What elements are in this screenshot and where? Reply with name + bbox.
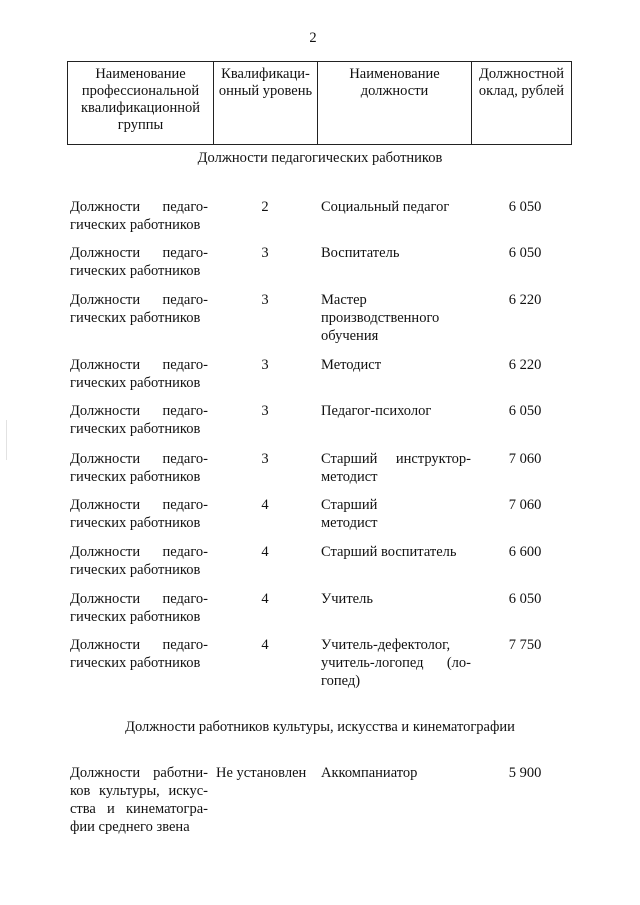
group-cell: Должности педаго- гических работников	[70, 451, 208, 485]
level-cell: 4	[261, 637, 269, 653]
salary-cell: 6 050	[508, 245, 542, 261]
group-cell: Должности педаго- гических работников	[70, 403, 208, 437]
position-cell: Мастер производственного обучения	[321, 292, 440, 344]
level-cell: 3	[261, 403, 269, 419]
position-cell: Педагог-психолог	[321, 403, 432, 419]
group-cell: Должности педаго- гических работников	[70, 544, 208, 578]
group-cell: Должности педаго- гических работников	[70, 245, 208, 279]
level-cell: 3	[261, 245, 269, 261]
level-cell: Не установлен	[216, 765, 307, 781]
salary-cell: 7 060	[508, 497, 542, 513]
position-cell: Старший воспитатель	[321, 544, 457, 560]
salary-cell: 6 050	[508, 591, 542, 607]
level-cell: 3	[261, 357, 269, 373]
section-title-culture: Должности работников культуры, искусства и кинематографии	[125, 719, 515, 735]
salary-cell: 7 750	[508, 637, 542, 653]
level-cell: 4	[261, 544, 269, 560]
salary-cell: 6 220	[508, 292, 542, 308]
section-title-pedagogical: Должности педагогических работников	[197, 150, 443, 166]
salary-cell: 6 050	[508, 199, 542, 215]
group-cell: Должности педаго- гических работников	[70, 591, 208, 625]
group-cell: Должности педаго- гических работников	[70, 497, 208, 531]
salary-cell: 5 900	[508, 765, 542, 781]
group-cell: Должности работни- ков культуры, искус- ства и кинематогра- фии среднего звена	[70, 765, 208, 835]
level-cell: 3	[261, 292, 269, 308]
level-cell: 3	[261, 451, 269, 467]
salary-cell: 6 220	[508, 357, 542, 373]
header-salary: Должностной оклад, рублей	[472, 62, 572, 145]
page-number: 2	[309, 30, 317, 46]
scan-margin-mark	[6, 420, 7, 460]
header-position-name: Наименование должности	[318, 62, 472, 145]
position-cell: Учитель-дефектолог, учитель-логопед (ло- гопед)	[321, 637, 471, 689]
position-cell: Аккомпаниатор	[321, 765, 418, 781]
position-cell: Старший инструктор- методист	[321, 451, 471, 485]
position-cell: Старший методист	[321, 497, 378, 531]
salary-cell: 7 060	[508, 451, 542, 467]
level-cell: 4	[261, 591, 269, 607]
header-qualification-level: Квалификаци- онный уровень	[214, 62, 318, 145]
group-cell: Должности педаго- гических работников	[70, 199, 208, 233]
header-group-name: Наименование профессиональной квалификационной группы	[68, 62, 214, 145]
group-cell: Должности педаго- гических работников	[70, 292, 208, 326]
group-cell: Должности педаго- гических работников	[70, 637, 208, 671]
position-cell: Воспитатель	[321, 245, 400, 261]
level-cell: 2	[261, 199, 269, 215]
group-cell: Должности педаго- гических работников	[70, 357, 208, 391]
position-cell: Социальный педагог	[321, 199, 450, 215]
level-cell: 4	[261, 497, 269, 513]
salary-cell: 6 600	[508, 544, 542, 560]
salary-cell: 6 050	[508, 403, 542, 419]
position-cell: Методист	[321, 357, 382, 373]
table-header	[67, 61, 572, 145]
position-cell: Учитель	[321, 591, 373, 607]
